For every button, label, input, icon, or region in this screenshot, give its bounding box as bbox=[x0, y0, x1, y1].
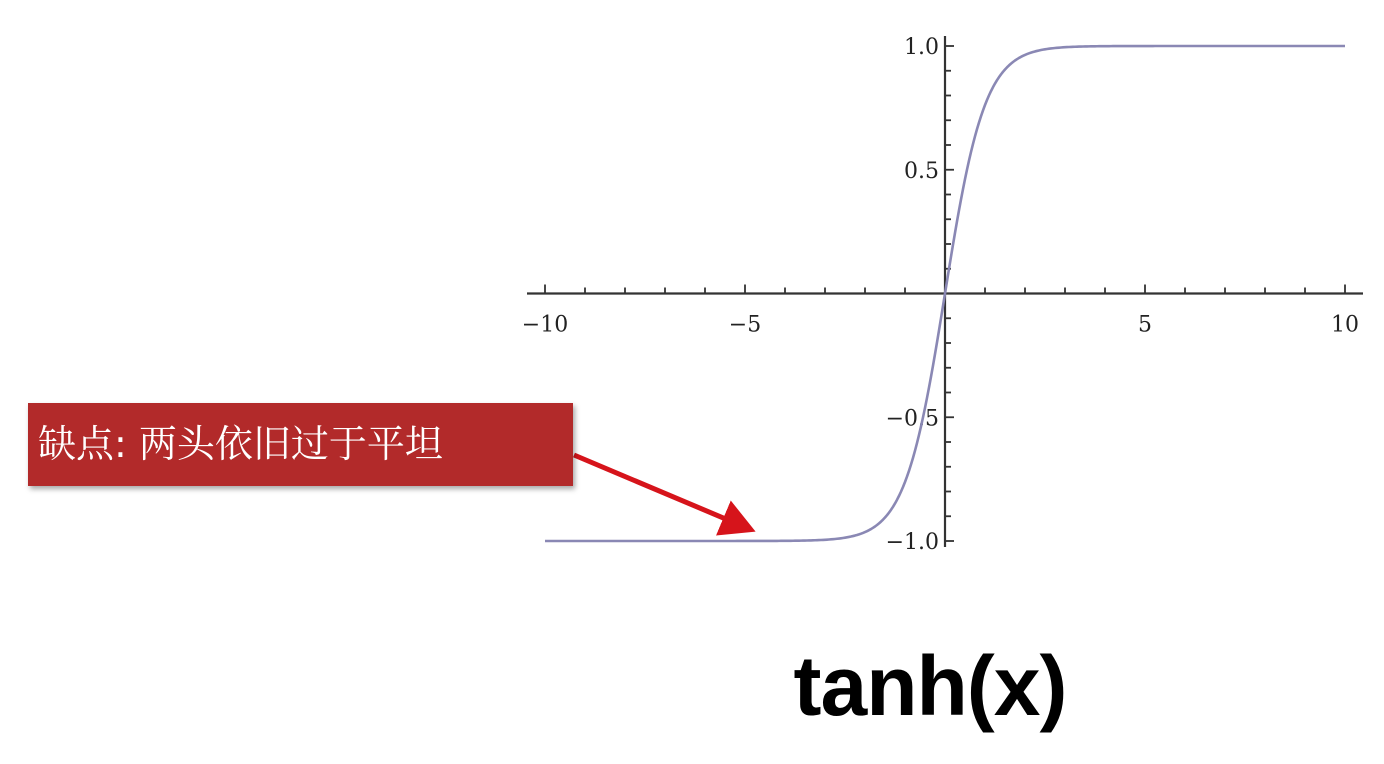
chart-title: tanh(x) bbox=[793, 639, 1067, 733]
y-tick-label: 0.5 bbox=[904, 158, 939, 184]
y-tick-label: −1.0 bbox=[885, 530, 939, 555]
annotation-arrow bbox=[574, 455, 751, 530]
x-tick-label: −5 bbox=[728, 312, 762, 338]
x-tick-label: 5 bbox=[1138, 312, 1152, 338]
annotation-callout: 缺点: 两头依旧过于平坦 bbox=[28, 403, 573, 486]
y-tick-label: 1.0 bbox=[904, 35, 939, 60]
y-tick-label: −0.5 bbox=[885, 406, 939, 432]
x-tick-label: 10 bbox=[1331, 312, 1359, 338]
x-tick-label: −10 bbox=[521, 312, 569, 338]
